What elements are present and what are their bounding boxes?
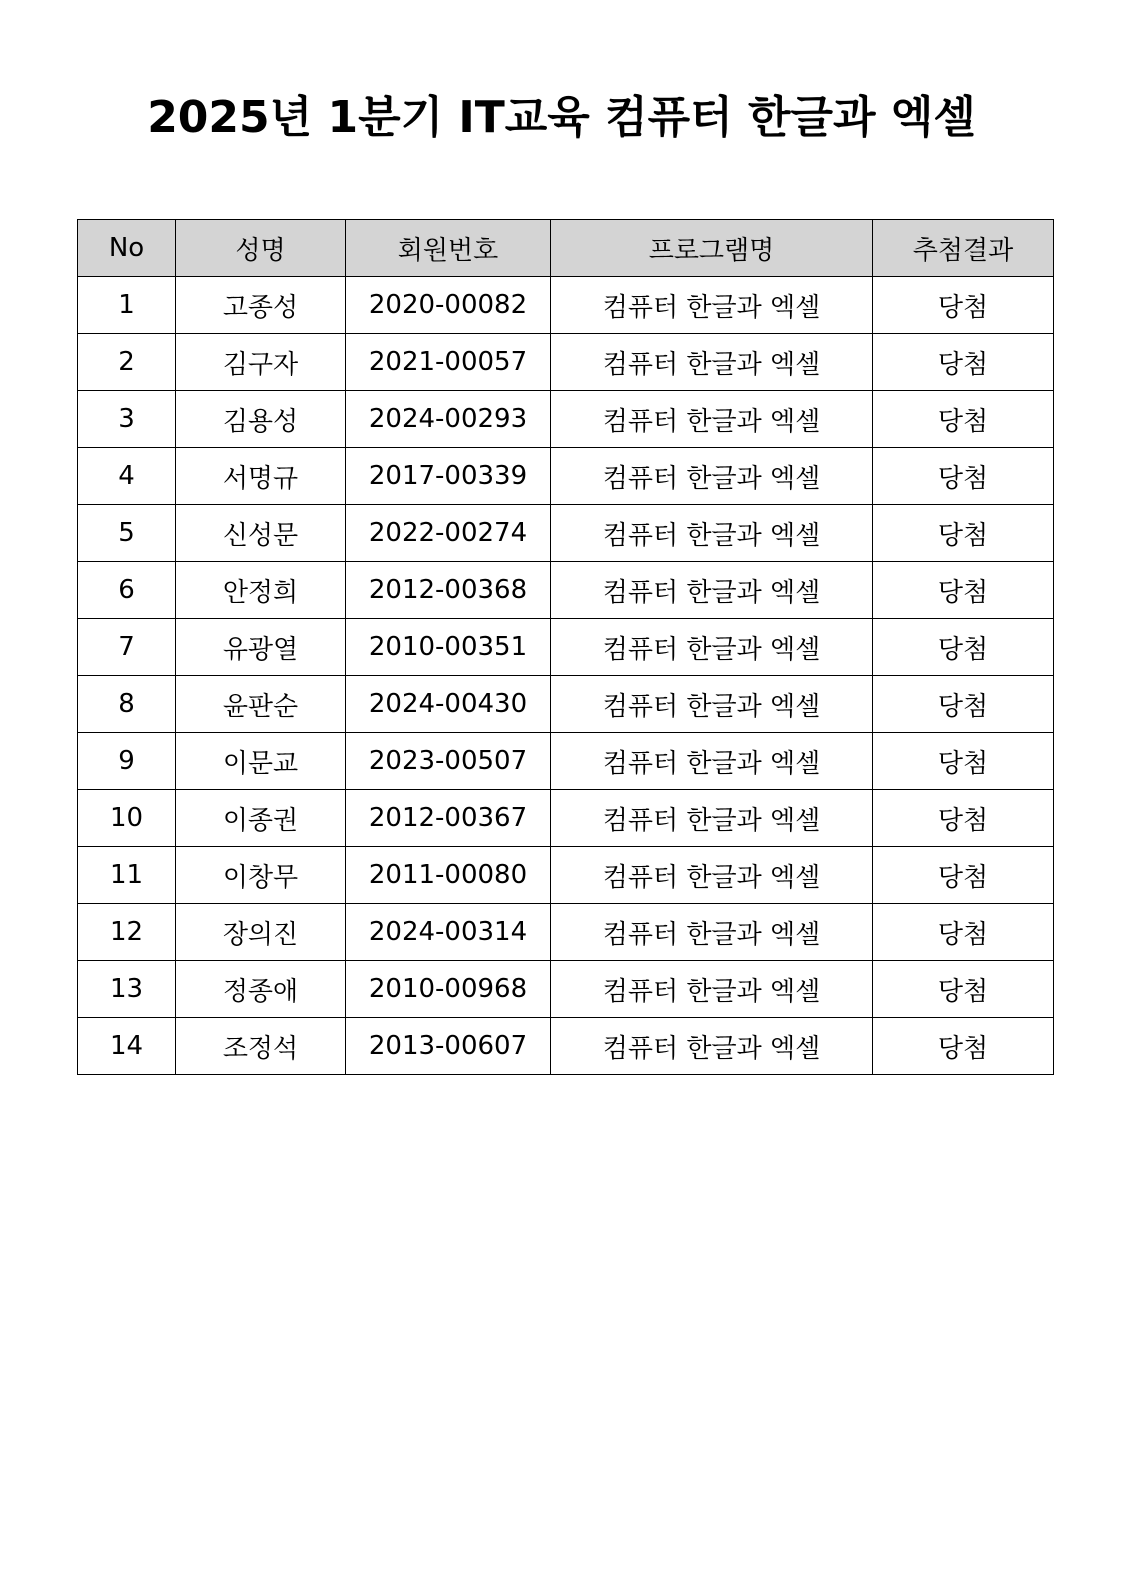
cell-name: 이창무 xyxy=(176,847,346,904)
cell-name: 조정석 xyxy=(176,1018,346,1075)
cell-name: 정종애 xyxy=(176,961,346,1018)
cell-no: 5 xyxy=(78,505,176,562)
cell-no: 6 xyxy=(78,562,176,619)
cell-result: 당첨 xyxy=(873,505,1054,562)
cell-program: 컴퓨터 한글과 엑셀 xyxy=(551,391,873,448)
cell-member-no: 2010-00968 xyxy=(346,961,551,1018)
cell-program: 컴퓨터 한글과 엑셀 xyxy=(551,733,873,790)
cell-result: 당첨 xyxy=(873,277,1054,334)
header-member-no: 회원번호 xyxy=(346,220,551,277)
cell-program: 컴퓨터 한글과 엑셀 xyxy=(551,961,873,1018)
cell-no: 1 xyxy=(78,277,176,334)
cell-program: 컴퓨터 한글과 엑셀 xyxy=(551,448,873,505)
cell-no: 7 xyxy=(78,619,176,676)
cell-result: 당첨 xyxy=(873,733,1054,790)
cell-no: 14 xyxy=(78,1018,176,1075)
header-no: No xyxy=(78,220,176,277)
cell-result: 당첨 xyxy=(873,676,1054,733)
cell-program: 컴퓨터 한글과 엑셀 xyxy=(551,676,873,733)
cell-result: 당첨 xyxy=(873,961,1054,1018)
cell-program: 컴퓨터 한글과 엑셀 xyxy=(551,505,873,562)
cell-name: 윤판순 xyxy=(176,676,346,733)
table-row xyxy=(78,1018,1054,1075)
cell-program: 컴퓨터 한글과 엑셀 xyxy=(551,1018,873,1075)
cell-program: 컴퓨터 한글과 엑셀 xyxy=(551,562,873,619)
cell-name: 장의진 xyxy=(176,904,346,961)
cell-program: 컴퓨터 한글과 엑셀 xyxy=(551,334,873,391)
table-row xyxy=(78,733,1054,790)
cell-result: 당첨 xyxy=(873,847,1054,904)
cell-result: 당첨 xyxy=(873,904,1054,961)
cell-name: 이종권 xyxy=(176,790,346,847)
cell-name: 이문교 xyxy=(176,733,346,790)
cell-no: 8 xyxy=(78,676,176,733)
table-row xyxy=(78,562,1054,619)
table-header-row xyxy=(78,220,1054,277)
cell-no: 4 xyxy=(78,448,176,505)
cell-result: 당첨 xyxy=(873,334,1054,391)
cell-no: 9 xyxy=(78,733,176,790)
cell-member-no: 2012-00367 xyxy=(346,790,551,847)
cell-member-no: 2024-00293 xyxy=(346,391,551,448)
cell-program: 컴퓨터 한글과 엑셀 xyxy=(551,847,873,904)
cell-no: 10 xyxy=(78,790,176,847)
cell-member-no: 2010-00351 xyxy=(346,619,551,676)
cell-program: 컴퓨터 한글과 엑셀 xyxy=(551,619,873,676)
cell-name: 안정희 xyxy=(176,562,346,619)
table-row xyxy=(78,505,1054,562)
header-name: 성명 xyxy=(176,220,346,277)
cell-name: 서명규 xyxy=(176,448,346,505)
header-result: 추첨결과 xyxy=(873,220,1054,277)
cell-no: 11 xyxy=(78,847,176,904)
cell-member-no: 2023-00507 xyxy=(346,733,551,790)
table-row xyxy=(78,448,1054,505)
cell-name: 신성문 xyxy=(176,505,346,562)
cell-result: 당첨 xyxy=(873,1018,1054,1075)
header-program: 프로그램명 xyxy=(551,220,873,277)
cell-result: 당첨 xyxy=(873,391,1054,448)
cell-program: 컴퓨터 한글과 엑셀 xyxy=(551,277,873,334)
table-row xyxy=(78,847,1054,904)
cell-name: 김구자 xyxy=(176,334,346,391)
cell-member-no: 2011-00080 xyxy=(346,847,551,904)
cell-member-no: 2024-00430 xyxy=(346,676,551,733)
cell-result: 당첨 xyxy=(873,448,1054,505)
lottery-result-table xyxy=(77,219,1054,1075)
cell-member-no: 2021-00057 xyxy=(346,334,551,391)
cell-program: 컴퓨터 한글과 엑셀 xyxy=(551,904,873,961)
cell-name: 김용성 xyxy=(176,391,346,448)
cell-no: 12 xyxy=(78,904,176,961)
table-row xyxy=(78,391,1054,448)
table-row xyxy=(78,961,1054,1018)
cell-name: 고종성 xyxy=(176,277,346,334)
cell-no: 3 xyxy=(78,391,176,448)
table-row xyxy=(78,619,1054,676)
cell-member-no: 2013-00607 xyxy=(346,1018,551,1075)
cell-no: 13 xyxy=(78,961,176,1018)
cell-member-no: 2017-00339 xyxy=(346,448,551,505)
cell-member-no: 2022-00274 xyxy=(346,505,551,562)
cell-member-no: 2024-00314 xyxy=(346,904,551,961)
cell-member-no: 2020-00082 xyxy=(346,277,551,334)
cell-result: 당첨 xyxy=(873,790,1054,847)
cell-result: 당첨 xyxy=(873,619,1054,676)
cell-program: 컴퓨터 한글과 엑셀 xyxy=(551,790,873,847)
table-row xyxy=(78,790,1054,847)
cell-result: 당첨 xyxy=(873,562,1054,619)
cell-name: 유광열 xyxy=(176,619,346,676)
page-title: 2025년 1분기 IT교육 컴퓨터 한글과 엑셀 xyxy=(147,92,976,143)
table-row xyxy=(78,334,1054,391)
cell-member-no: 2012-00368 xyxy=(346,562,551,619)
table-row xyxy=(78,277,1054,334)
table-row xyxy=(78,904,1054,961)
table-body xyxy=(78,277,1054,1075)
cell-no: 2 xyxy=(78,334,176,391)
table-row xyxy=(78,676,1054,733)
